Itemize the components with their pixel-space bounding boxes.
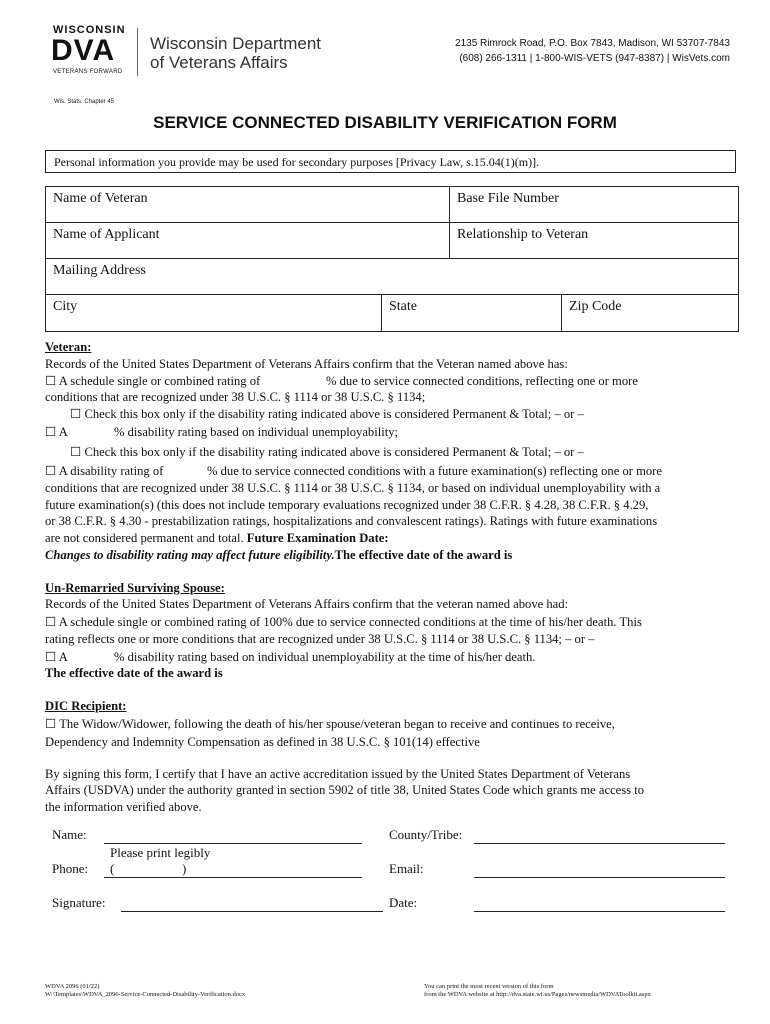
- city-label: City: [53, 299, 78, 314]
- form-title: SERVICE CONNECTED DISABILITY VERIFICATION FORM: [153, 113, 617, 132]
- mailing-address-field[interactable]: [45, 258, 739, 295]
- relationship-label: Relationship to Veteran: [457, 227, 589, 242]
- veteran-option1-text: % due to service connected conditions, reflecting one or more: [326, 374, 638, 388]
- signature-label: Signature:: [52, 895, 106, 910]
- veteran-option2-checkbox[interactable]: ☐ A: [45, 425, 68, 439]
- phone-area-close: ): [182, 861, 187, 876]
- state-label: State: [389, 299, 417, 314]
- county-tribe-label: County/Tribe:: [389, 827, 463, 842]
- veteran-option1-checkbox[interactable]: ☐ A schedule single or combined rating of: [45, 374, 261, 388]
- logo-dva-text: DVA: [51, 34, 116, 67]
- form-id: WDVA 2096 (01/22): [45, 983, 100, 990]
- print-note-line2: from the WDVA website at http://dva.state.wi.us/Pages/newsmedia/WDVAToolkit.aspx: [424, 991, 651, 998]
- email-label: Email:: [389, 861, 424, 876]
- address-line: 2135 Rimrock Road, P.O. Box 7843, Madison, WI 53707-7843: [455, 38, 730, 49]
- zip-code-label: Zip Code: [569, 299, 622, 314]
- logo-wisconsin-text: WISCONSIN: [53, 24, 126, 36]
- zip-code-field[interactable]: [561, 294, 739, 332]
- contact-line: (608) 266-1311 | 1-800-WIS-VETS (947-8387) | WisVets.com: [459, 53, 730, 64]
- certification-line3: the information verified above.: [45, 800, 202, 814]
- state-field[interactable]: [381, 294, 562, 332]
- changes-note: Changes to disability rating may affect future eligibility.: [45, 548, 335, 562]
- statute-reference: Wis. Stats. Chapter 45: [54, 99, 115, 105]
- print-note-line1: You can print the most recent version of this form: [424, 983, 554, 990]
- base-file-number-label: Base File Number: [457, 191, 559, 206]
- signature-input[interactable]: [121, 911, 383, 912]
- dic-heading: DIC Recipient:: [45, 699, 127, 713]
- email-input[interactable]: [474, 877, 725, 878]
- veteran-changes-line: [45, 547, 512, 563]
- veteran-option3-text-line5: are not considered permanent and total.: [45, 531, 244, 545]
- veteran-pt2-checkbox[interactable]: ☐ Check this box only if the disability rating indicated above is considered Permanent & Total; – or –: [70, 445, 584, 459]
- date-input[interactable]: [474, 911, 725, 912]
- veteran-option3-line5: [45, 530, 389, 546]
- mailing-address-label: Mailing Address: [53, 263, 146, 278]
- template-path: W:\Templates\WDVA_2096-Service-Connected-Disability-Verification.docx: [45, 991, 246, 998]
- print-legibly-note: Please print legibly: [110, 845, 211, 860]
- dic-checkbox[interactable]: ☐ The Widow/Widower, following the death of his/her spouse/veteran began to receive and continues to receive,: [45, 717, 615, 731]
- veteran-option2-text: % disability rating based on individual unemployability;: [114, 425, 399, 439]
- veteran-option3-text: % due to service connected conditions with a future examination(s) reflecting one or more: [207, 464, 662, 478]
- veteran-option3-text-line2: conditions that are recognized under 38 U.S.C. § 1114 or 38 U.S.C. § 1134, or based on individual unemployability with a: [45, 481, 661, 495]
- city-field[interactable]: [45, 294, 382, 332]
- logo-divider: [137, 28, 138, 76]
- logo-tagline: VETERANS FORWARD: [53, 69, 123, 75]
- phone-label: Phone:: [52, 861, 89, 876]
- department-name-line1: Wisconsin Department: [150, 34, 322, 53]
- county-tribe-input[interactable]: [474, 843, 725, 844]
- veteran-effective-date: The effective date of the award is: [334, 548, 513, 562]
- certification-line2: Affairs (USDVA) under the authority granted in section 5902 of title 38, United States Code which grants me access to: [45, 783, 645, 797]
- phone-input[interactable]: [104, 877, 362, 878]
- relationship-field[interactable]: [449, 222, 739, 259]
- privacy-notice: Personal information you provide may be used for secondary purposes [Privacy Law, s.15.04(1)(m)].: [45, 150, 736, 173]
- spouse-option2-checkbox[interactable]: ☐ A: [45, 650, 68, 664]
- veteran-option3-text-line4: or 38 C.F.R. § 4.30 - prestabilization ratings, hospitalizations and convalescent ratings). Ratings with future examinations: [45, 514, 658, 528]
- department-name-line2: of Veterans Affairs: [150, 53, 288, 72]
- base-file-number-field[interactable]: [449, 186, 739, 223]
- veteran-option3-checkbox[interactable]: ☐ A disability rating of: [45, 464, 164, 478]
- veteran-pt1-checkbox[interactable]: ☐ Check this box only if the disability rating indicated above is considered Permanent & Total; – or –: [70, 407, 584, 421]
- spouse-option1-checkbox[interactable]: ☐ A schedule single or combined rating of 100% due to service connected conditions at the time of his/her death. This: [45, 615, 642, 629]
- spouse-effective-date: The effective date of the award is: [45, 666, 223, 680]
- name-of-veteran-field[interactable]: [45, 186, 450, 223]
- date-label: Date:: [389, 895, 418, 910]
- dic-text-cont: Dependency and Indemnity Compensation as defined in 38 U.S.C. § 101(14) effective: [45, 735, 480, 749]
- name-label: Name:: [52, 827, 87, 842]
- spouse-intro: Records of the United States Department of Veterans Affairs confirm that the veteran named above had:: [45, 597, 569, 611]
- phone-area-open: (: [110, 861, 115, 876]
- veteran-option3-text-line3: future examination(s) (this does not include temporary evaluations recognized under 38 C.F.R. § 4.28, 38 C.F.R. § 4.29,: [45, 498, 649, 512]
- name-of-applicant-field[interactable]: [45, 222, 450, 259]
- name-of-veteran-label: Name of Veteran: [53, 191, 148, 206]
- spouse-option1-text-cont: rating reflects one or more conditions that are recognized under 38 U.S.C. § 1114 or 38 U.S.C. § 1134; – or –: [45, 632, 595, 646]
- veteran-intro: Records of the United States Department of Veterans Affairs confirm that the Veteran named above has:: [45, 357, 568, 371]
- future-exam-label: Future Examination Date:: [246, 531, 389, 545]
- veteran-option1-text-cont: conditions that are recognized under 38 U.S.C. § 1114 or 38 U.S.C. § 1134;: [45, 390, 426, 404]
- certification-line1: By signing this form, I certify that I have an active accreditation issued by the United States Department of Veterans: [45, 767, 631, 781]
- spouse-option2-text: % disability rating based on individual unemployability at the time of his/her death.: [114, 650, 536, 664]
- spouse-heading: Un-Remarried Surviving Spouse:: [45, 581, 225, 595]
- name-of-applicant-label: Name of Applicant: [53, 227, 160, 242]
- veteran-heading: Veteran:: [45, 340, 92, 354]
- name-input[interactable]: [104, 843, 362, 844]
